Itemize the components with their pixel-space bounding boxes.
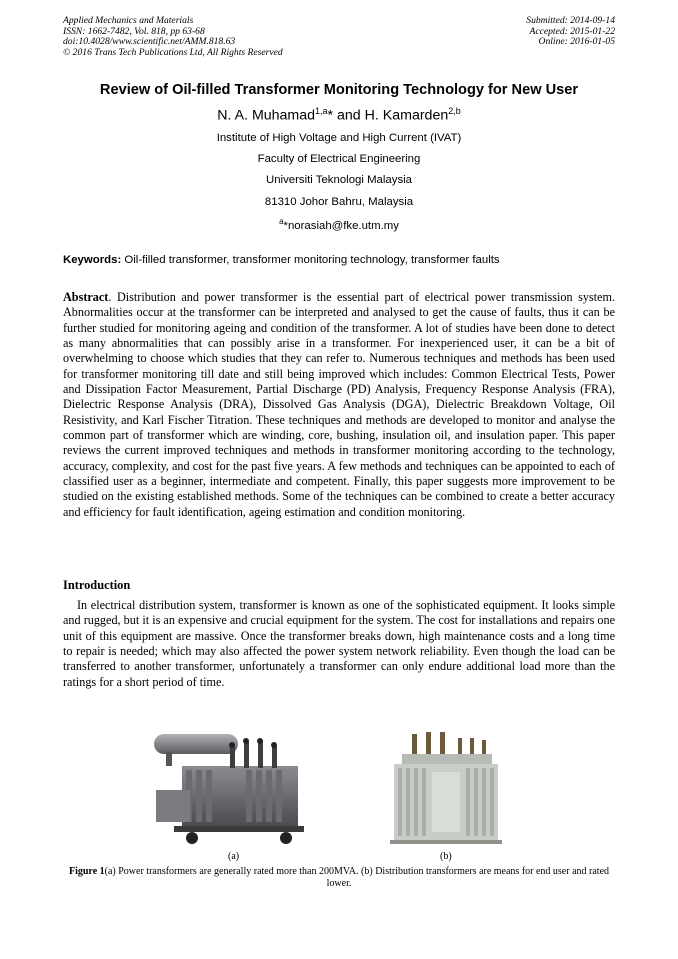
figure-caption-text: (a) Power transformers are generally rated more than 200MVA. (b) Distribution transformers are means for end user and rated lower. xyxy=(104,866,610,889)
author-email[interactable] xyxy=(0,217,678,232)
affiliation-faculty: Faculty of Electrical Engineering xyxy=(257,153,421,165)
online-date: Online: 2016-01-05 xyxy=(538,36,615,48)
figure-caption-label: Figure 1 xyxy=(68,866,105,877)
abstract-text: . Distribution and power transformer is the essential part of electrical power transmission system. Abnormalities occur at the transformer can be interpreted and analysed to get the cause of faults, thus it can be further studied for monitoring ageing and condition of the transformer. A lot of studies have been done to detect as many abnormalities that can possibly arise in a transformer. For inexperienced user, it can be a bit of overwhelming to choose which studies that they can refer to. Numerous techniques and methods has been used for transformer monitoring till date and still being improved which includes: Common Electrical Tests, Power and Dissipation Factor Measurement, Partial Discharge (PD) Analysis, Frequency Response Analysis (FRA), Dielectric Response Analysis (DRA), Dissolved Gas Analysis (DGA), Dielectric Breakdown Voltage, Oil Resistivity, and Karl Fischer Titration. These techniques and methods are developed to monitor and analyse the common part of transformer which are winding, core, bushing, insulation oil, and insulation paper. This paper reviews the current improved techniques and methods in transformer monitoring according to the technology, accuracy, complexity, and cost for the past five years. A few methods and techniques can be appointed to each of classified user as a beginner, intermediate and competent. Finally, this paper suggests more improvement to be studied on the existing established methods. Some of the techniques can be combined to create a better accuracy and efficiency for fault identification, ageing estimation and condition monitoring. xyxy=(63,290,615,519)
author-1-name: N. A. Muhamad xyxy=(217,107,316,124)
corresponding-mark: * xyxy=(327,107,334,124)
journal-header-left xyxy=(63,16,283,58)
abstract-paragraph xyxy=(63,290,615,520)
email-text: *norasiah@fke.utm.my xyxy=(283,219,399,232)
distribution-transformer-image xyxy=(382,728,510,848)
keywords-line xyxy=(63,254,615,266)
keywords-label: Keywords: xyxy=(63,254,122,266)
journal-copyright: © 2016 Trans Tech Publications Ltd, All Rights Reserved xyxy=(63,46,283,58)
introduction-paragraph: In electrical distribution system, transformer is known as one of the sophisticated equipment. It looks simple and rugged, but it is an expensive and crucial equipment for the system. The cost for installations and repairs one unit of this equipment are massive. Once the transformer breaks down, high maintenance costs and a long time to repair is needed; which may also affected the power system network reliability. Even though the load can be transferred to another transformer, unfortunately a transformer can only endure additional load more than the ratings for a short period of time. xyxy=(63,598,615,689)
author-2-name: H. Kamarden xyxy=(364,107,449,124)
author-1-superscript: 1,a xyxy=(315,106,328,116)
figure-label-b: (b) xyxy=(440,851,452,862)
figure-caption xyxy=(63,866,615,890)
abstract-label: Abstract xyxy=(63,290,109,304)
journal-doi: doi:10.4028/www.scientific.net/AMM.818.63 xyxy=(63,36,236,48)
journal-header-right xyxy=(526,16,615,48)
introduction-heading: Introduction xyxy=(63,578,131,592)
affiliation-university: Universiti Teknologi Malaysia xyxy=(265,174,413,186)
author-line xyxy=(0,106,678,124)
power-transformer-image xyxy=(146,726,326,850)
paper-title: Review of Oil-filled Transformer Monitoring Technology for New User xyxy=(99,82,579,98)
affiliation-institute: Institute of High Voltage and High Current (IVAT) xyxy=(216,132,462,144)
accepted-date: Accepted: 2015-01-22 xyxy=(529,25,615,37)
author-conjunction: and xyxy=(333,107,365,124)
journal-name: Applied Mechanics and Materials xyxy=(63,15,194,26)
email-superscript: a xyxy=(279,217,284,226)
keywords-text: Oil-filled transformer, transformer monitoring technology, transformer faults xyxy=(121,254,500,266)
author-2-superscript: 2,b xyxy=(448,106,461,116)
submitted-date: Submitted: 2014-09-14 xyxy=(526,15,615,26)
figure-label-a: (a) xyxy=(228,851,240,862)
journal-issn: ISSN: 1662-7482, Vol. 818, pp 63-68 xyxy=(63,25,205,37)
affiliation-address: 81310 Johor Bahru, Malaysia xyxy=(264,196,414,208)
